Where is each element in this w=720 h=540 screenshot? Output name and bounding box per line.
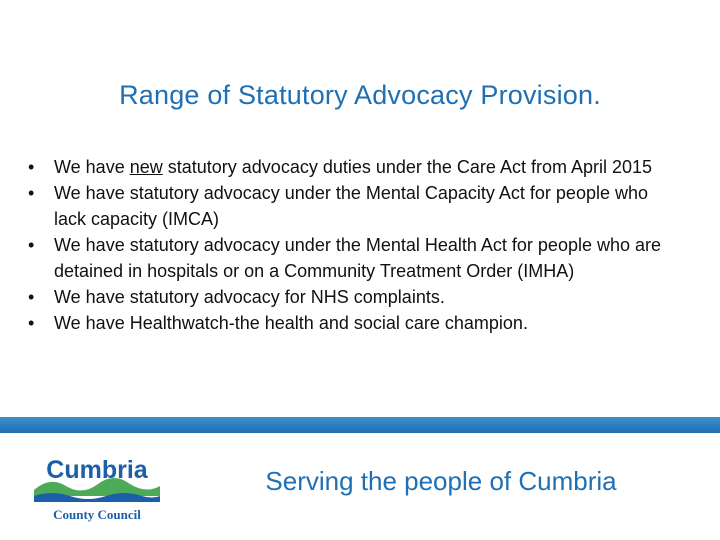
bullet-dot-icon: • (28, 183, 35, 203)
bullet-item: • We have statutory advocacy for NHS complaints. (28, 284, 668, 310)
bullet-item: • We have Healthwatch-the health and social care champion. (28, 310, 668, 336)
logo-wordmark: Cumbria (46, 456, 148, 484)
bullet-dot-icon: • (28, 313, 35, 333)
slide-title: Range of Statutory Advocacy Provision. (119, 80, 601, 110)
bullet-dot-icon: • (28, 235, 35, 255)
bullet-item: • We have statutory advocacy under the Mental Capacity Act for people who lack capacity (IMCA) (28, 180, 668, 232)
bullet-item: • We have new statutory advocacy duties under the Care Act from April 2015 (28, 154, 668, 180)
footer-tagline: Serving the people of Cumbria (265, 466, 617, 496)
bullet-item: • We have statutory advocacy under the Mental Health Act for people who are detained in hospitals or on a Community Treatment Order (IMHA) (28, 232, 668, 284)
footer-band (0, 417, 720, 433)
bullet-list (28, 154, 668, 336)
logo-subtitle: County Council (53, 507, 141, 522)
bullet-dot-icon: • (28, 157, 35, 177)
cumbria-county-council-logo (30, 446, 164, 526)
bullet-dot-icon: • (28, 287, 35, 307)
